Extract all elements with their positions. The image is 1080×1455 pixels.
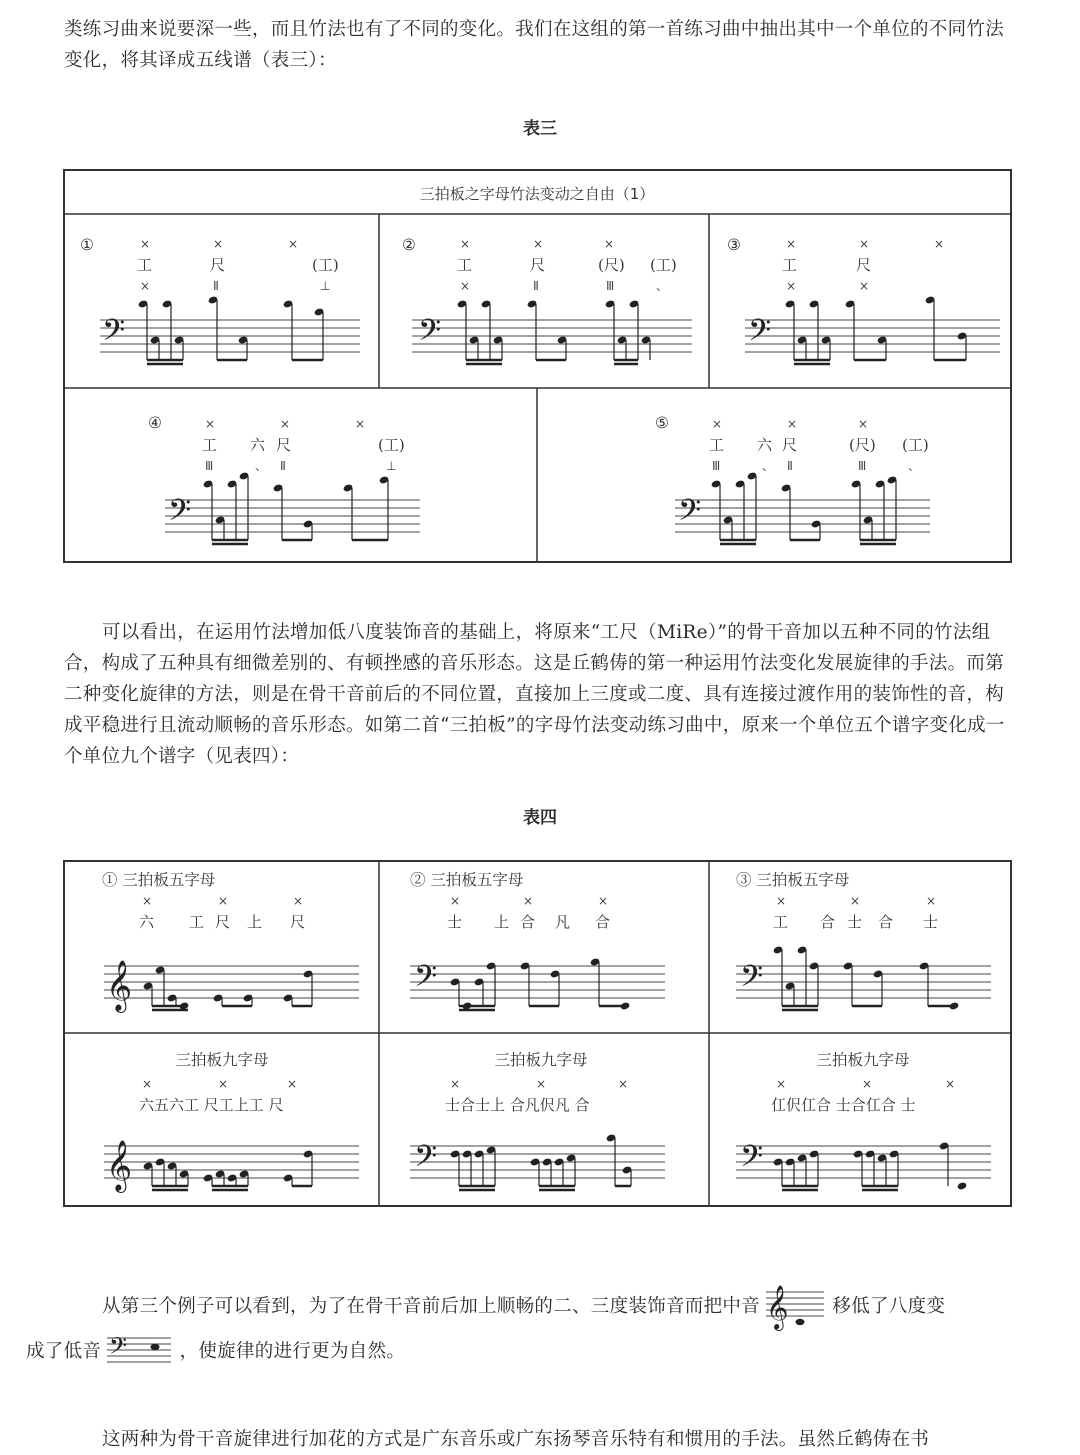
treble-clef: 𝄞 [106, 1140, 133, 1191]
music-staff [736, 966, 991, 998]
notation-char: 尺 [530, 256, 546, 274]
notation-char: 合 [820, 913, 836, 931]
fingering-mark: Ⅱ [213, 279, 219, 293]
bass-clef: 𝄢 [414, 960, 438, 1001]
notation-char: 士 [447, 913, 463, 931]
treble-clef: 𝄞 [766, 1285, 789, 1329]
bass-clef: 𝄢 [109, 1332, 128, 1365]
table4-bottom-cell-2 [410, 1051, 665, 1190]
bass-clef: 𝄢 [740, 1140, 764, 1181]
x-mark: × [205, 417, 216, 431]
note-head [796, 1319, 805, 1325]
music-staff [104, 1146, 359, 1178]
notation-char: 工 [782, 256, 798, 274]
table3-cell-1 [80, 236, 360, 364]
notation-char: 凡 [555, 913, 571, 931]
x-mark: × [850, 894, 861, 908]
note-head [151, 1344, 160, 1350]
note-head [957, 1181, 968, 1190]
fingering-mark: 、 [908, 459, 921, 473]
notation-char: 尺 [290, 913, 306, 931]
text-segment: 移低了八度变 [832, 1296, 946, 1317]
x-mark: × [355, 417, 366, 431]
table3 [0, 166, 1080, 566]
x-mark: × [776, 1077, 787, 1091]
text-segment: 成了低音 [26, 1341, 102, 1362]
x-mark: × [776, 894, 787, 908]
bass-clef: 𝄢 [102, 314, 126, 355]
table3-cell-3 [727, 236, 1000, 364]
x-mark: × [142, 1077, 153, 1091]
notation-char: 六 [139, 913, 155, 931]
x-mark: × [218, 1077, 229, 1091]
notation-char: 尺 [276, 436, 292, 454]
x-mark: × [926, 894, 937, 908]
fingering-mark: 、 [656, 279, 669, 293]
x-mark: × [934, 237, 945, 251]
table4-bottom-cell-3 [736, 1051, 991, 1191]
x-mark: × [140, 279, 151, 293]
cell-number: ① [80, 236, 94, 254]
notation-line: 士合士上 合凡伬凡 合 [445, 1096, 590, 1114]
cell-number: ② [402, 236, 416, 254]
notation-char: (工) [650, 256, 677, 274]
x-mark: × [213, 237, 224, 251]
bass-clef: 𝄢 [740, 960, 764, 1001]
notation-char: (工) [902, 436, 929, 454]
x-mark: × [460, 279, 471, 293]
fingering-mark: 、 [762, 459, 775, 473]
table4-top-cell-1 [102, 871, 359, 1013]
cell-number: ③ [727, 236, 741, 254]
cell-label: ② 三拍板五字母 [410, 871, 524, 889]
x-mark: × [945, 1077, 956, 1091]
x-mark: × [140, 237, 151, 251]
fingering-mark: Ⅱ [787, 459, 793, 473]
x-mark: × [862, 1077, 873, 1091]
x-mark: × [859, 237, 870, 251]
notation-char: 合 [878, 913, 894, 931]
bass-clef: 𝄢 [748, 314, 772, 355]
cell-label: 三拍板九字母 [175, 1051, 269, 1069]
treble-clef: 𝄞 [106, 960, 133, 1011]
cell-label: ③ 三拍板五字母 [736, 871, 850, 889]
notation-char: 士 [923, 913, 939, 931]
notation-char: 尺 [782, 436, 798, 454]
x-mark: × [598, 894, 609, 908]
table3-title: 三拍板之字母竹法变动之自由（1） [419, 185, 655, 203]
x-mark: × [450, 894, 461, 908]
x-mark: × [218, 894, 229, 908]
x-mark: × [288, 237, 299, 251]
table4-top-cell-3 [736, 871, 991, 1011]
notation-char: 工 [709, 436, 725, 454]
bass-clef: 𝄢 [414, 1140, 438, 1181]
table3-cell-2 [402, 236, 692, 364]
music-staff [410, 966, 665, 998]
closing-paragraph: 这两种为骨干音旋律进行加花的方式是广东音乐或广东扬琴音乐特有和惯用的手法。虽然丘鹤俦在书 [102, 1429, 930, 1450]
notation-char: (工) [312, 256, 339, 274]
cell-number: ④ [148, 414, 162, 432]
cell-label: 三拍板九字母 [494, 1051, 588, 1069]
notation-char: 六 [757, 436, 773, 454]
notation-char: 工 [773, 913, 789, 931]
fingering-mark: ⊥ [386, 459, 397, 473]
bass-clef: 𝄢 [418, 314, 442, 355]
cell-label: 三拍板九字母 [816, 1051, 910, 1069]
x-mark: × [293, 894, 304, 908]
cell-label: ① 三拍板五字母 [102, 871, 216, 889]
fingering-mark: Ⅲ [712, 459, 721, 473]
notes-group [773, 945, 960, 1010]
table4-top-cell-2 [410, 871, 665, 1011]
fingering-mark: Ⅲ [858, 459, 867, 473]
x-mark: × [618, 1077, 629, 1091]
notes-group [457, 299, 652, 364]
fingering-mark: Ⅲ [606, 279, 615, 293]
notes-group [138, 295, 325, 364]
table3-cell-5 [655, 414, 930, 544]
table4-caption: 表四 [523, 808, 557, 828]
notation-char: 工 [202, 436, 218, 454]
music-staff [675, 500, 930, 532]
notation-char: (尺) [598, 256, 625, 274]
x-mark: × [859, 279, 870, 293]
notation-char: 工 [137, 256, 153, 274]
table4-bottom-cell-1 [104, 1051, 359, 1193]
fingering-mark: Ⅱ [280, 459, 286, 473]
intro-paragraph: 类练习曲来说要深一些，而且竹法也有了不同的变化。我们在这组的第一首练习曲中抽出其中一个单位的不同竹法变化，将其译成五线谱（表三）： [64, 19, 1005, 71]
x-mark: × [142, 894, 153, 908]
cell-number: ⑤ [655, 414, 669, 432]
text-segment: 从第三个例子可以看到，为了在骨干音前后加上顺畅的二、三度装饰音而把中音 [102, 1296, 761, 1317]
x-mark: × [450, 1077, 461, 1091]
notation-line: 仜伬仜合 士合仜合 士 [771, 1096, 916, 1114]
x-mark: × [786, 279, 797, 293]
x-mark: × [523, 894, 534, 908]
notation-char: (工) [378, 436, 405, 454]
x-mark: × [536, 1077, 547, 1091]
music-staff [165, 500, 420, 532]
treble-staff-figure [766, 1282, 826, 1332]
notation-char: 合 [595, 913, 611, 931]
table4 [0, 858, 1080, 1210]
music-staff [104, 966, 359, 998]
notation-char: 六 [250, 436, 266, 454]
music-staff [100, 320, 360, 352]
fingering-mark: ⊥ [320, 279, 331, 293]
x-mark: × [786, 237, 797, 251]
notation-line: 六五六工 尺工上工 尺 [139, 1096, 284, 1114]
notation-char: 合 [520, 913, 536, 931]
table3-caption: 表三 [523, 119, 557, 139]
fingering-mark: Ⅲ [205, 459, 214, 473]
analysis-paragraph: 可以看出，在运用竹法增加低八度装饰音的基础上，将原来“工尺（MiRe）”的骨干音加以五种不同的竹法组合，构成了五种具有细微差别的、有顿挫感的音乐形态。这是丘鹤俦的第一种运用竹法变化发展旋律的手法。而第二种变化旋律的方法，则是在骨干音前后的不同位置，直接加上三度或二度、具有连接过渡作用的装饰性的音，构成平稳进行且流动顺畅的音乐形态。如第二首“三拍板”的字母竹法变动练习曲中，原来一个单位五个谱字变化成一个单位九个谱字（见表四）： [64, 622, 1005, 767]
fingering-mark: 、 [255, 459, 268, 473]
notation-char: 士 [847, 913, 863, 931]
notation-char: (尺) [849, 436, 876, 454]
x-mark: × [280, 417, 291, 431]
table3-cell-4 [148, 414, 420, 544]
x-mark: × [287, 1077, 298, 1091]
notation-char: 尺 [215, 913, 231, 931]
notation-char: 工 [189, 913, 205, 931]
x-mark: × [533, 237, 544, 251]
notation-char: 上 [247, 913, 263, 931]
notes-group [450, 957, 631, 1010]
bass-clef: 𝄢 [678, 494, 702, 535]
notation-char: 尺 [210, 256, 226, 274]
notation-char: 上 [494, 913, 510, 931]
notes-group [773, 1141, 968, 1190]
fingering-mark: Ⅱ [533, 279, 539, 293]
bass-clef: 𝄢 [168, 494, 192, 535]
notation-char: 工 [457, 256, 473, 274]
bass-staff-figure [107, 1332, 173, 1372]
x-mark: × [712, 417, 723, 431]
notes-group [143, 965, 314, 1010]
conclusion-paragraph [26, 1282, 1016, 1372]
x-mark: × [787, 417, 798, 431]
text-segment: ，使旋律的进行更为自然。 [179, 1341, 406, 1362]
notation-char: 尺 [856, 256, 872, 274]
notes-group [785, 295, 968, 364]
x-mark: × [460, 237, 471, 251]
x-mark: × [858, 417, 869, 431]
x-mark: × [604, 237, 615, 251]
